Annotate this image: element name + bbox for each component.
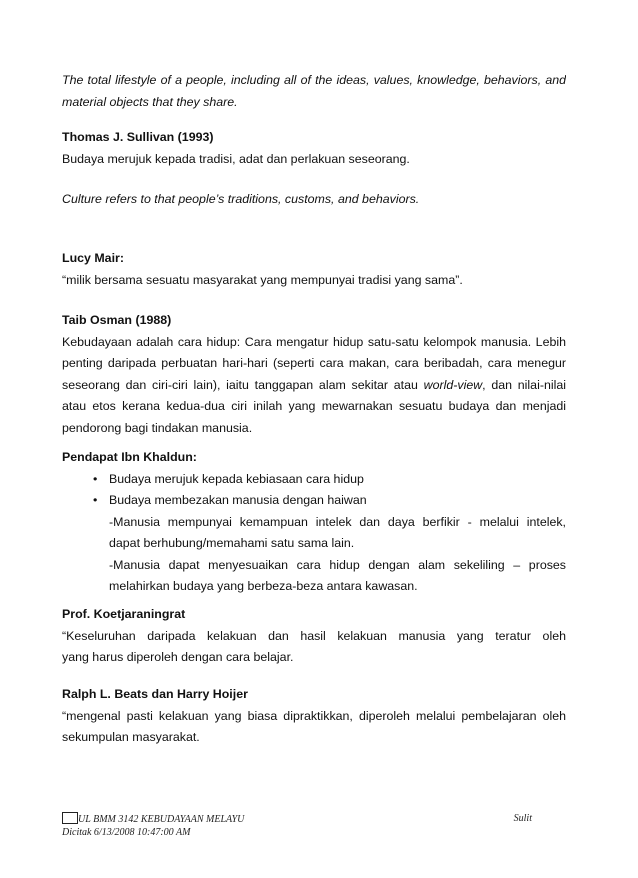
list-item xyxy=(62,490,566,512)
page-footer xyxy=(62,812,532,839)
worldview-term: world-view xyxy=(423,377,483,392)
koentjaraningrat-line-2: yang harus diperoleh dengan cara belajar. xyxy=(62,650,294,664)
subpoint-line: -Manusia mempunyai kemampuan intelek dan daya berfikir - melalui intelek, xyxy=(109,514,566,529)
sullivan-text: Budaya merujuk kepada tradisi, adat dan perlakuan seseorang. xyxy=(62,151,410,166)
mair-text: “milik bersama sesuatu masyarakat yang mempunyai tradisi yang sama”. xyxy=(62,272,463,287)
intro-line-1: The total lifestyle of a people, including all of the ideas, values, knowledge, behaviors, and xyxy=(62,73,566,87)
khaldun-bullet-list xyxy=(62,469,566,512)
mair-heading: Lucy Mair: xyxy=(62,251,124,265)
bullet-text: Budaya merujuk kepada kebiasaan cara hidup xyxy=(109,471,364,486)
list-item xyxy=(62,469,566,491)
sullivan-heading: Thomas J. Sullivan (1993) xyxy=(62,130,214,144)
intro-block xyxy=(62,70,566,113)
osman-line: atau etos kerana kedua-dua ciri inilah yang mewarnakan sesuatu budaya dan menjadi xyxy=(62,399,566,413)
mair-section xyxy=(62,248,566,291)
footer-printed: Dicitak 6/13/2008 10:47:00 AM xyxy=(62,827,191,838)
koentjaraningrat-line-1: “Keseluruhan daripada kelakuan dan hasil kelakuan manusia yang teratur oleh xyxy=(62,628,566,643)
beats-section xyxy=(62,684,566,749)
beats-line-1: “mengenal pasti kelakuan yang biasa dipraktikkan, diperoleh melalui pembelajaran oleh xyxy=(62,708,566,723)
subpoint-line: dapat berhubung/memahami satu sama lain. xyxy=(109,536,355,550)
khaldun-heading: Pendapat Ibn Khaldun: xyxy=(62,450,197,464)
osman-line3-after: , dan nilai-nilai xyxy=(482,377,566,392)
koentjaraningrat-heading: Prof. Koetjaraningrat xyxy=(62,607,186,621)
koentjaraningrat-section xyxy=(62,604,566,669)
subpoint-line: melahirkan budaya yang berbeza-beza antara kawasan. xyxy=(109,579,418,593)
bullet-icon: • xyxy=(93,493,98,507)
osman-line: pendorong bagi tindakan manusia. xyxy=(62,420,253,435)
osman-line-worldview xyxy=(62,375,566,397)
bullet-icon: • xyxy=(93,471,98,486)
footer-box-icon xyxy=(62,812,78,824)
footer-label: Sulit xyxy=(513,813,532,824)
osman-line: penting daripada perbuatan hari-hari (seperti cara makan, cara beribadah, cara menegur xyxy=(62,356,566,370)
sullivan-section xyxy=(62,127,566,170)
osman-section xyxy=(62,310,566,439)
osman-heading: Taib Osman (1988) xyxy=(62,313,172,327)
footer-course: UL BMM 3142 KEBUDAYAAN MELAYU xyxy=(78,814,245,825)
intro-line-2: material objects that they share. xyxy=(62,94,238,109)
osman-line3-before: seseorang dan ciri-ciri lain), iaitu tanggapan alam sekitar atau xyxy=(62,377,424,392)
subpoint-line: -Manusia dapat menyesuaikan cara hidup dengan alam sekeliling – proses xyxy=(109,557,566,572)
sullivan-translation-block xyxy=(62,189,566,211)
sullivan-translation: Culture refers to that people’s traditions, customs, and behaviors. xyxy=(62,192,420,206)
beats-heading: Ralph L. Beats dan Harry Hoijer xyxy=(62,687,248,701)
beats-line-2: sekumpulan masyarakat. xyxy=(62,730,200,744)
bullet-text: Budaya membezakan manusia dengan haiwan xyxy=(109,493,367,507)
khaldun-subpoints xyxy=(62,512,566,598)
khaldun-section xyxy=(62,447,566,598)
footer-line-1 xyxy=(62,812,532,826)
osman-line: Kebudayaan adalah cara hidup: Cara mengatur hidup satu-satu kelompok manusia. Lebih xyxy=(62,334,566,349)
